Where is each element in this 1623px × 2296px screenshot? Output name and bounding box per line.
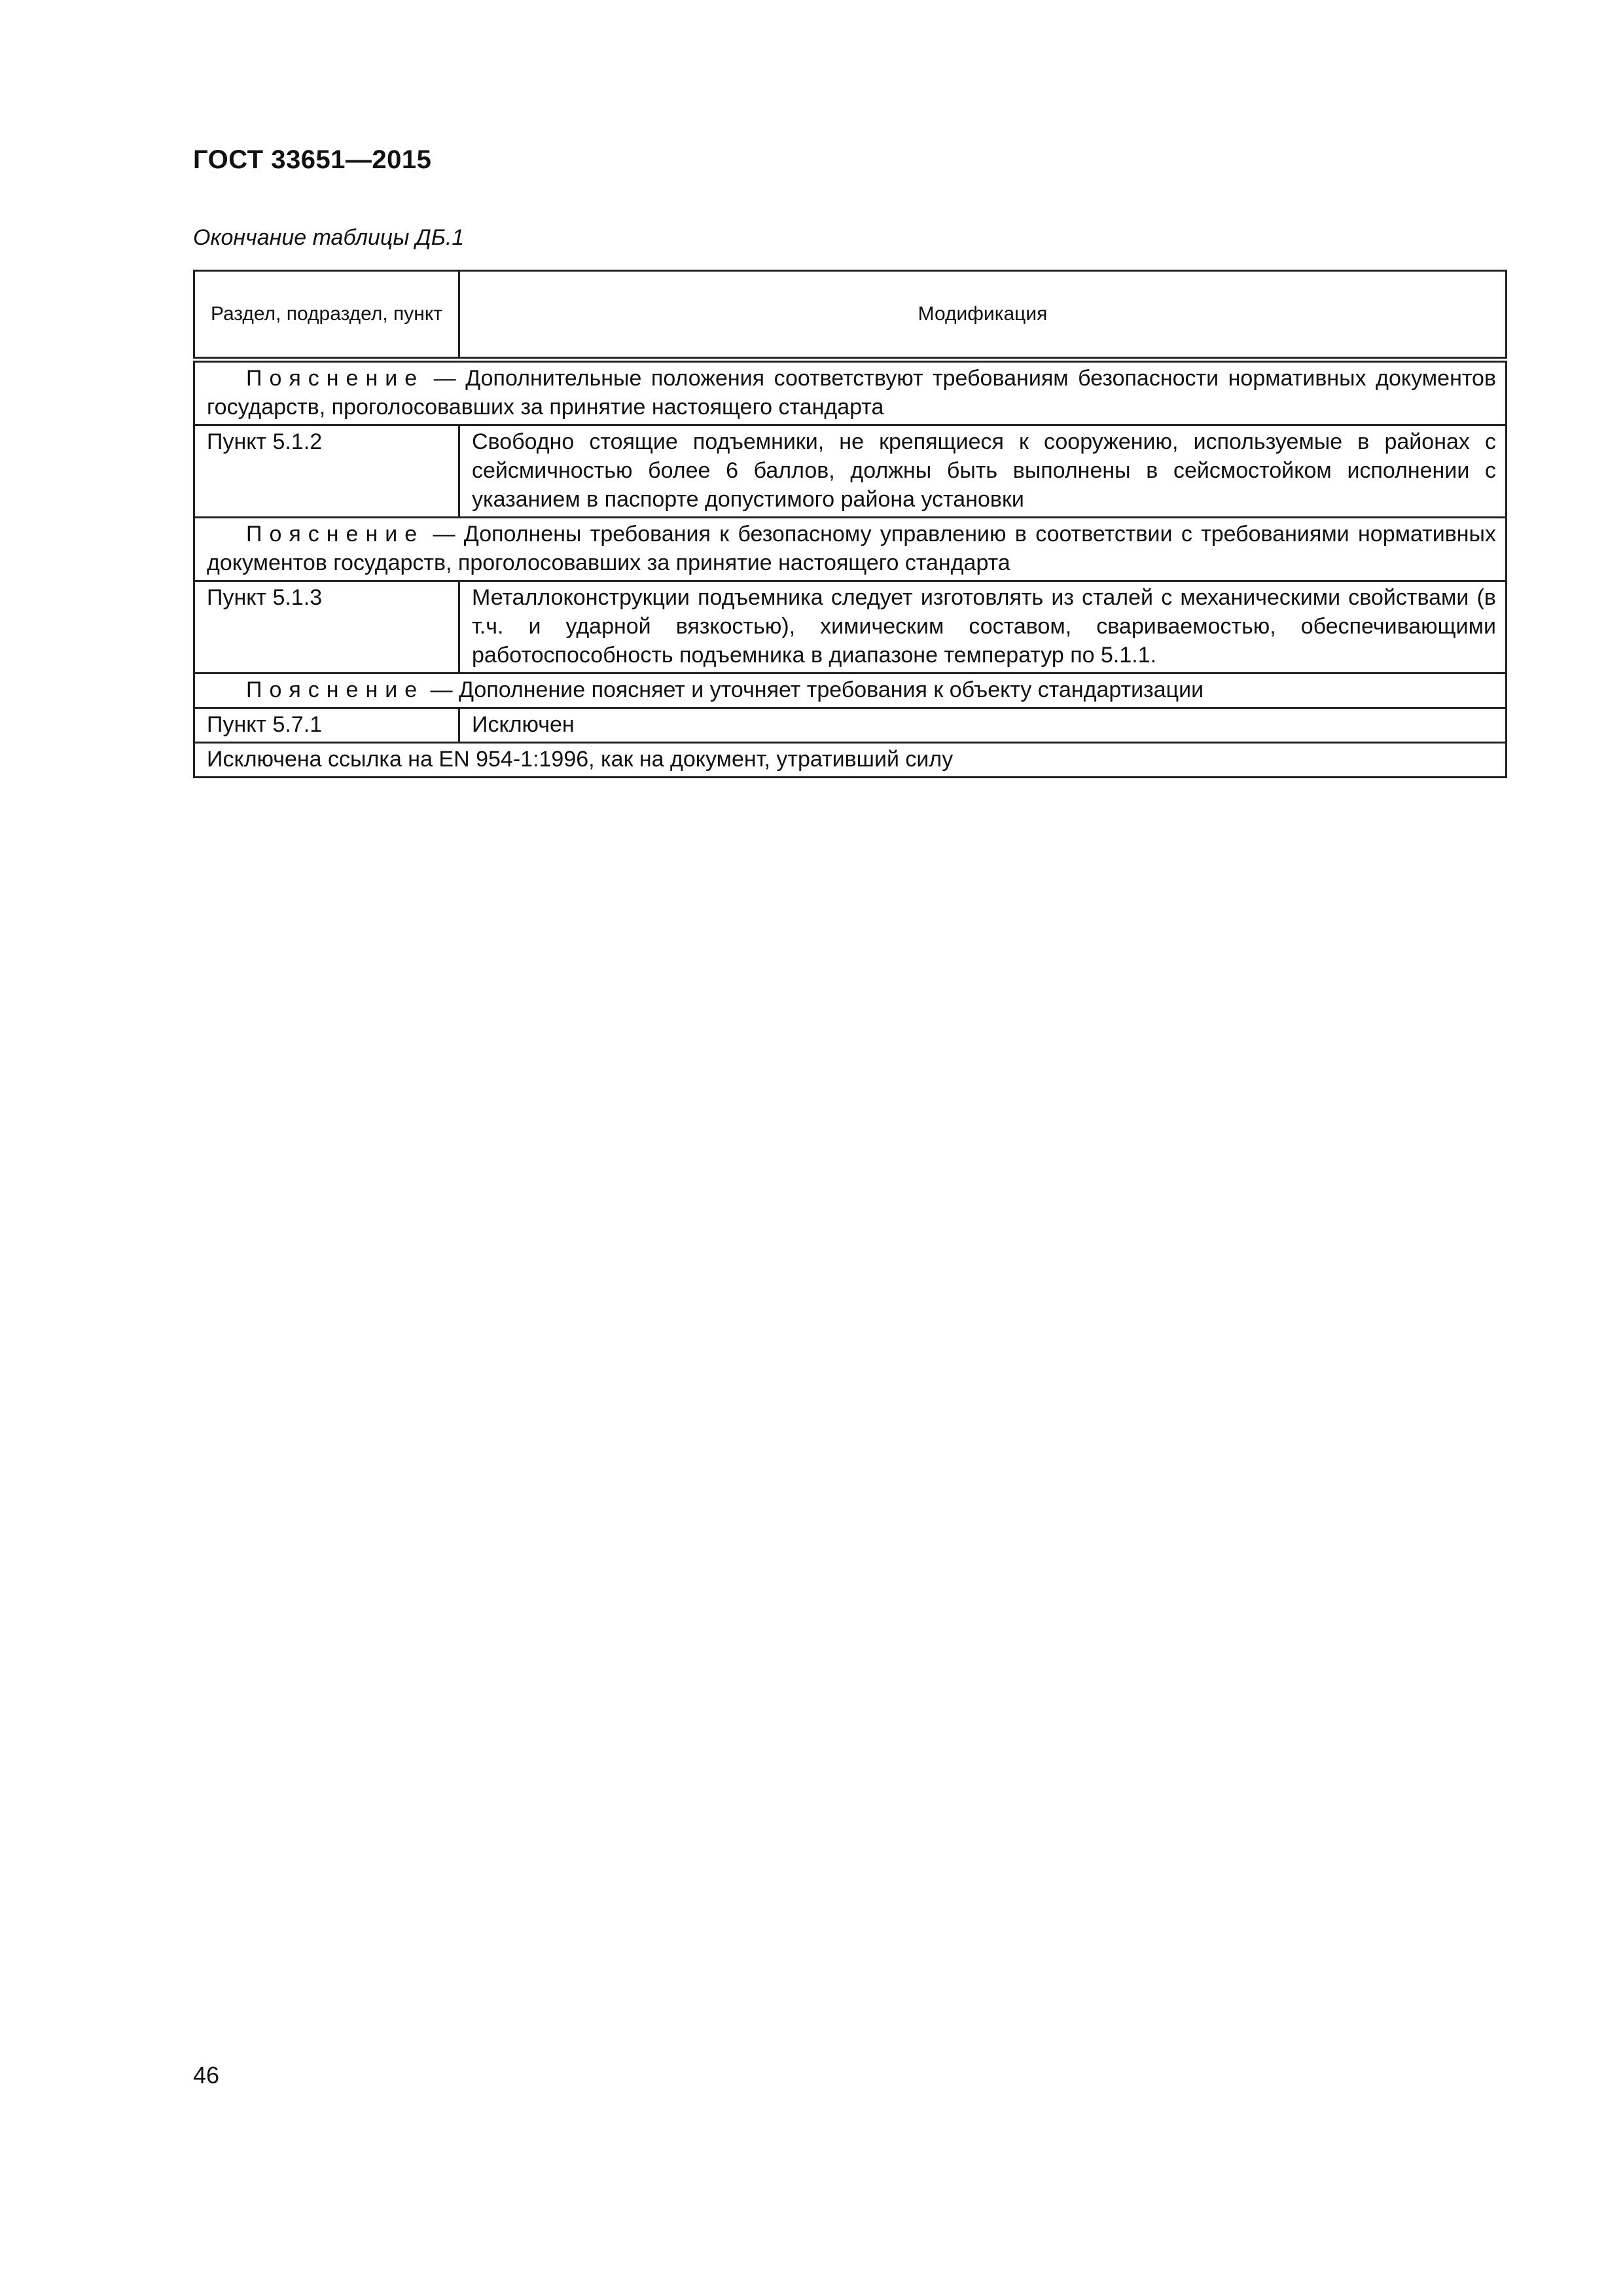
page-number: 46 (193, 2062, 220, 2089)
modification-cell: Исключен (459, 708, 1507, 743)
column-header-modification: Модификация (459, 271, 1507, 360)
column-header-section: Раздел, подраздел, пункт (194, 271, 459, 360)
note-cell (194, 360, 1507, 425)
table-row (194, 360, 1507, 425)
table-row (194, 581, 1507, 673)
table-row (194, 743, 1507, 778)
modification-table (193, 270, 1507, 778)
note-label: Пояснение (246, 366, 425, 391)
paragraph-cell: Пункт 5.1.3 (194, 581, 459, 673)
note-text: — Дополнительные положения соответствуют требованиям безопасности нормативных документов государств, проголосовавших за принятие настоящего стандарта (207, 366, 1497, 420)
note-label: Пояснение (246, 677, 425, 702)
modification-cell: Свободно стоящие подъемники, не крепящиеся к сооружению, используемые в районах с сейсмичностью более 6 баллов, должны быть выполнены в сейсмостойком исполнении с указанием в паспорте допустимого района установки (459, 425, 1507, 518)
full-width-cell: Исключена ссылка на EN 954-1:1996, как на документ, утративший силу (194, 743, 1507, 778)
modification-cell: Металлоконструкции подъемника следует изготовлять из сталей с механическими свойствами (в т.ч. и ударной вязкостью), химическим составом, свариваемостью, обеспечивающими работоспособность подъемника в диапазоне температур по 5.1.1. (459, 581, 1507, 673)
paragraph-cell: Пункт 5.1.2 (194, 425, 459, 518)
note-cell (194, 673, 1507, 708)
note-label: Пояснение (246, 522, 425, 547)
table-row (194, 708, 1507, 743)
paragraph-cell: Пункт 5.7.1 (194, 708, 459, 743)
document-header: ГОСТ 33651—2015 (193, 145, 432, 174)
table-caption: Окончание таблицы ДБ.1 (193, 225, 465, 250)
table-row (194, 673, 1507, 708)
note-text: — Дополнены требования к безопасному управлению в соответствии с требованиями нормативных документов государств, проголосовавших за принятие настоящего стандарта (207, 522, 1496, 575)
note-cell (194, 518, 1507, 581)
table-row (194, 425, 1507, 518)
note-text: — Дополнение поясняет и уточняет требования к объекту стандартизации (430, 677, 1204, 702)
table-header-row (194, 271, 1507, 360)
table-row (194, 518, 1507, 581)
